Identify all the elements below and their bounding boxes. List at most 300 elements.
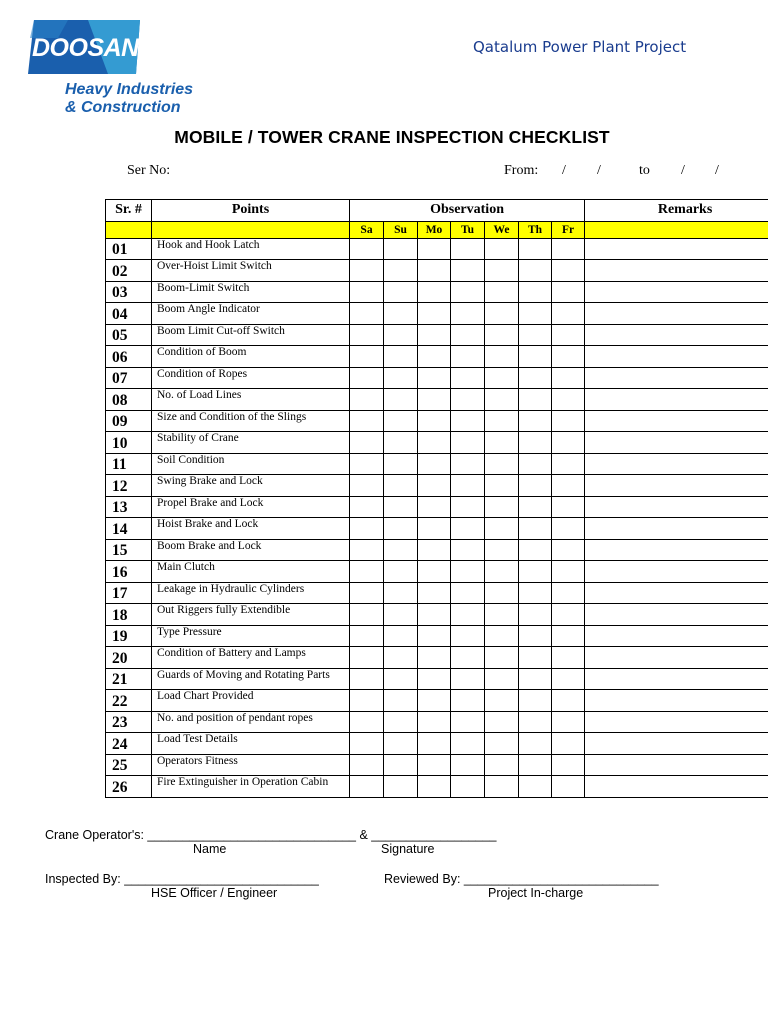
row-number: 18 [106, 604, 152, 626]
inspection-point: Main Clutch [152, 561, 350, 583]
observation-cell[interactable] [418, 389, 451, 411]
observation-cell[interactable] [418, 496, 451, 518]
observation-cell[interactable] [552, 496, 585, 518]
observation-cell[interactable] [451, 303, 485, 325]
observation-cell[interactable] [350, 453, 384, 475]
observation-cell[interactable] [485, 604, 519, 626]
observation-cell[interactable] [519, 647, 552, 669]
observation-cell[interactable] [384, 432, 418, 454]
observation-cell[interactable] [350, 475, 384, 497]
hse-officer-label: HSE Officer / Engineer [151, 886, 278, 900]
observation-cell[interactable] [519, 690, 552, 712]
observation-cell[interactable] [418, 324, 451, 346]
remarks-cell[interactable] [585, 733, 768, 755]
remarks-cell[interactable] [585, 281, 768, 303]
observation-cell[interactable] [418, 475, 451, 497]
observation-cell[interactable] [519, 496, 552, 518]
observation-cell[interactable] [552, 389, 585, 411]
observation-cell[interactable] [519, 238, 552, 260]
day-header: Tu [451, 221, 485, 238]
observation-cell[interactable] [451, 346, 485, 368]
observation-cell[interactable] [519, 324, 552, 346]
inspection-point: Leakage in Hydraulic Cylinders [152, 582, 350, 604]
observation-cell[interactable] [519, 410, 552, 432]
logo-wordmark: DOOSAN [32, 34, 139, 62]
observation-cell[interactable] [552, 561, 585, 583]
company-name-line2: & Construction [65, 99, 181, 116]
row-number: 06 [106, 346, 152, 368]
observation-cell[interactable] [519, 303, 552, 325]
observation-cell[interactable] [451, 668, 485, 690]
row-number: 26 [106, 776, 152, 798]
observation-cell[interactable] [485, 496, 519, 518]
observation-cell[interactable] [552, 432, 585, 454]
observation-cell[interactable] [552, 260, 585, 282]
observation-cell[interactable] [485, 561, 519, 583]
inspection-point: No. and position of pendant ropes [152, 711, 350, 733]
observation-cell[interactable] [384, 711, 418, 733]
remarks-cell[interactable] [585, 754, 768, 776]
remarks-cell[interactable] [585, 561, 768, 583]
remarks-cell[interactable] [585, 647, 768, 669]
remarks-cell[interactable] [585, 238, 768, 260]
observation-cell[interactable] [350, 604, 384, 626]
observation-cell[interactable] [519, 625, 552, 647]
observation-cell[interactable] [451, 281, 485, 303]
observation-cell[interactable] [418, 754, 451, 776]
observation-cell[interactable] [519, 776, 552, 798]
table-row [106, 539, 768, 561]
observation-cell[interactable] [384, 389, 418, 411]
observation-cell[interactable] [451, 367, 485, 389]
date-separator: / [597, 163, 601, 178]
observation-cell[interactable] [384, 281, 418, 303]
observation-cell[interactable] [384, 238, 418, 260]
remarks-cell[interactable] [585, 303, 768, 325]
remarks-cell[interactable] [585, 668, 768, 690]
observation-cell[interactable] [418, 238, 451, 260]
remarks-cell[interactable] [585, 518, 768, 540]
remarks-cell[interactable] [585, 711, 768, 733]
observation-cell[interactable] [384, 518, 418, 540]
company-name-line1: Heavy Industries [65, 81, 194, 98]
inspection-point: Out Riggers fully Extendible [152, 604, 350, 626]
observation-cell[interactable] [552, 410, 585, 432]
observation-cell[interactable] [418, 647, 451, 669]
inspected-by-line: Inspected By: ____________________________ [45, 872, 319, 886]
row-number: 16 [106, 561, 152, 583]
observation-cell[interactable] [384, 346, 418, 368]
observation-cell[interactable] [552, 281, 585, 303]
row-number: 14 [106, 518, 152, 540]
observation-cell[interactable] [485, 410, 519, 432]
remarks-cell[interactable] [585, 496, 768, 518]
table-row [106, 238, 768, 260]
observation-cell[interactable] [418, 625, 451, 647]
observation-cell[interactable] [350, 324, 384, 346]
remarks-cell[interactable] [585, 582, 768, 604]
observation-cell[interactable] [384, 733, 418, 755]
company-logo [28, 18, 208, 118]
observation-cell[interactable] [451, 754, 485, 776]
observation-cell[interactable] [552, 518, 585, 540]
reviewed-by-line: Reviewed By: ____________________________ [384, 872, 659, 886]
observation-cell[interactable] [384, 561, 418, 583]
observation-cell[interactable] [384, 539, 418, 561]
row-number: 22 [106, 690, 152, 712]
observation-cell[interactable] [519, 518, 552, 540]
observation-cell[interactable] [485, 582, 519, 604]
observation-cell[interactable] [350, 539, 384, 561]
observation-cell[interactable] [350, 776, 384, 798]
date-separator: / [562, 163, 566, 178]
observation-cell[interactable] [519, 561, 552, 583]
points-header: Points [152, 200, 350, 222]
observation-cell[interactable] [418, 346, 451, 368]
remarks-cell[interactable] [585, 690, 768, 712]
observation-cell[interactable] [519, 604, 552, 626]
remarks-cell[interactable] [585, 453, 768, 475]
observation-cell[interactable] [552, 303, 585, 325]
remarks-cell[interactable] [585, 367, 768, 389]
observation-header: Observation [350, 200, 585, 222]
observation-cell[interactable] [552, 776, 585, 798]
observation-cell[interactable] [418, 604, 451, 626]
table-row [106, 776, 768, 798]
observation-cell[interactable] [350, 367, 384, 389]
observation-cell[interactable] [485, 733, 519, 755]
observation-cell[interactable] [451, 389, 485, 411]
observation-cell[interactable] [418, 561, 451, 583]
day-header: Th [519, 221, 552, 238]
observation-cell[interactable] [552, 324, 585, 346]
table-row [106, 281, 768, 303]
observation-cell[interactable] [485, 432, 519, 454]
observation-cell[interactable] [418, 733, 451, 755]
observation-cell[interactable] [451, 711, 485, 733]
observation-cell[interactable] [418, 582, 451, 604]
table-row [106, 475, 768, 497]
observation-cell[interactable] [350, 238, 384, 260]
observation-cell[interactable] [552, 367, 585, 389]
observation-cell[interactable] [384, 668, 418, 690]
observation-cell[interactable] [350, 690, 384, 712]
observation-cell[interactable] [519, 668, 552, 690]
inspection-point: Operators Fitness [152, 754, 350, 776]
remarks-cell[interactable] [585, 324, 768, 346]
observation-cell[interactable] [418, 281, 451, 303]
day-header: Su [384, 221, 418, 238]
day-header: Sa [350, 221, 384, 238]
row-number: 10 [106, 432, 152, 454]
inspection-point: Guards of Moving and Rotating Parts [152, 668, 350, 690]
date-separator: / [681, 163, 685, 178]
observation-cell[interactable] [485, 475, 519, 497]
table-row [106, 389, 768, 411]
ser-no-label: Ser No: [127, 163, 171, 178]
table-row [106, 582, 768, 604]
observation-cell[interactable] [418, 410, 451, 432]
observation-cell[interactable] [418, 367, 451, 389]
observation-cell[interactable] [519, 432, 552, 454]
observation-cell[interactable] [418, 711, 451, 733]
observation-cell[interactable] [552, 346, 585, 368]
observation-cell[interactable] [451, 475, 485, 497]
table-row [106, 496, 768, 518]
observation-cell[interactable] [350, 711, 384, 733]
inspection-point: Hook and Hook Latch [152, 238, 350, 260]
table-row [106, 754, 768, 776]
inspection-point: Propel Brake and Lock [152, 496, 350, 518]
observation-cell[interactable] [384, 324, 418, 346]
remarks-header: Remarks [585, 200, 768, 222]
to-label: to [639, 163, 650, 178]
observation-cell[interactable] [519, 475, 552, 497]
observation-cell[interactable] [384, 582, 418, 604]
observation-cell[interactable] [485, 367, 519, 389]
observation-cell[interactable] [485, 346, 519, 368]
inspection-point: Swing Brake and Lock [152, 475, 350, 497]
observation-cell[interactable] [350, 281, 384, 303]
observation-cell[interactable] [552, 711, 585, 733]
row-number: 20 [106, 647, 152, 669]
observation-cell[interactable] [485, 389, 519, 411]
observation-cell[interactable] [485, 690, 519, 712]
observation-cell[interactable] [485, 754, 519, 776]
observation-cell[interactable] [384, 496, 418, 518]
row-number: 15 [106, 539, 152, 561]
observation-cell[interactable] [485, 260, 519, 282]
remarks-cell[interactable] [585, 625, 768, 647]
observation-cell[interactable] [384, 604, 418, 626]
row-number: 11 [106, 453, 152, 475]
row-number: 01 [106, 238, 152, 260]
observation-cell[interactable] [519, 711, 552, 733]
remarks-cell[interactable] [585, 260, 768, 282]
observation-cell[interactable] [384, 260, 418, 282]
observation-cell[interactable] [384, 453, 418, 475]
observation-cell[interactable] [350, 518, 384, 540]
observation-cell[interactable] [519, 346, 552, 368]
observation-cell[interactable] [485, 668, 519, 690]
observation-cell[interactable] [485, 776, 519, 798]
remarks-cell[interactable] [585, 539, 768, 561]
observation-cell[interactable] [418, 690, 451, 712]
observation-cell[interactable] [350, 647, 384, 669]
observation-cell[interactable] [451, 776, 485, 798]
observation-cell[interactable] [519, 582, 552, 604]
observation-cell[interactable] [519, 260, 552, 282]
observation-cell[interactable] [552, 754, 585, 776]
inspection-point: Condition of Boom [152, 346, 350, 368]
observation-cell[interactable] [384, 625, 418, 647]
remarks-cell[interactable] [585, 346, 768, 368]
row-number: 17 [106, 582, 152, 604]
observation-cell[interactable] [451, 690, 485, 712]
inspection-point: Over-Hoist Limit Switch [152, 260, 350, 282]
sr-header: Sr. # [106, 200, 152, 222]
from-label: From: [504, 163, 539, 178]
observation-cell[interactable] [552, 453, 585, 475]
inspection-point: Boom Angle Indicator [152, 303, 350, 325]
table-row [106, 668, 768, 690]
observation-cell[interactable] [552, 690, 585, 712]
observation-cell[interactable] [519, 281, 552, 303]
observation-cell[interactable] [384, 647, 418, 669]
table-row [106, 303, 768, 325]
observation-cell[interactable] [485, 238, 519, 260]
observation-cell[interactable] [350, 496, 384, 518]
observation-cell[interactable] [350, 432, 384, 454]
table-row [106, 410, 768, 432]
observation-cell[interactable] [418, 453, 451, 475]
observation-cell[interactable] [552, 647, 585, 669]
page-title: MOBILE / TOWER CRANE INSPECTION CHECKLIST [174, 127, 610, 147]
observation-cell[interactable] [552, 625, 585, 647]
observation-cell[interactable] [451, 324, 485, 346]
row-number: 05 [106, 324, 152, 346]
observation-cell[interactable] [451, 604, 485, 626]
day-row [106, 221, 768, 238]
remarks-cell[interactable] [585, 776, 768, 798]
observation-cell[interactable] [418, 539, 451, 561]
observation-cell[interactable] [451, 518, 485, 540]
observation-cell[interactable] [418, 432, 451, 454]
row-number: 08 [106, 389, 152, 411]
table-row [106, 711, 768, 733]
observation-cell[interactable] [451, 496, 485, 518]
observation-cell[interactable] [451, 539, 485, 561]
project-incharge-label: Project In-charge [488, 886, 584, 900]
observation-cell[interactable] [384, 303, 418, 325]
inspection-point: Boom Limit Cut-off Switch [152, 324, 350, 346]
row-number: 04 [106, 303, 152, 325]
table-row [106, 604, 768, 626]
table-row [106, 324, 768, 346]
observation-cell[interactable] [384, 776, 418, 798]
table-row [106, 367, 768, 389]
observation-cell[interactable] [485, 281, 519, 303]
table-row [106, 260, 768, 282]
inspection-point: Type Pressure [152, 625, 350, 647]
name-label: Name [193, 842, 227, 856]
observation-cell[interactable] [519, 389, 552, 411]
observation-cell[interactable] [350, 346, 384, 368]
row-number: 07 [106, 367, 152, 389]
observation-cell[interactable] [451, 647, 485, 669]
observation-cell[interactable] [384, 475, 418, 497]
table-row [106, 625, 768, 647]
inspection-point: Size and Condition of the Slings [152, 410, 350, 432]
date-separator: / [715, 163, 719, 178]
observation-cell[interactable] [552, 604, 585, 626]
observation-cell[interactable] [418, 518, 451, 540]
observation-cell[interactable] [350, 561, 384, 583]
observation-cell[interactable] [485, 324, 519, 346]
observation-cell[interactable] [552, 668, 585, 690]
remarks-cell[interactable] [585, 432, 768, 454]
observation-cell[interactable] [552, 238, 585, 260]
inspection-point: Fire Extinguisher in Operation Cabin [152, 776, 350, 798]
observation-cell[interactable] [350, 733, 384, 755]
observation-cell[interactable] [418, 260, 451, 282]
table-row [106, 453, 768, 475]
observation-cell[interactable] [350, 582, 384, 604]
observation-cell[interactable] [552, 539, 585, 561]
inspection-point: Stability of Crane [152, 432, 350, 454]
observation-cell[interactable] [451, 733, 485, 755]
inspection-point: Soil Condition [152, 453, 350, 475]
observation-cell[interactable] [552, 475, 585, 497]
observation-cell[interactable] [519, 539, 552, 561]
table-row [106, 690, 768, 712]
observation-cell[interactable] [485, 711, 519, 733]
observation-cell[interactable] [519, 453, 552, 475]
remarks-cell[interactable] [585, 604, 768, 626]
observation-cell[interactable] [552, 582, 585, 604]
observation-cell[interactable] [384, 367, 418, 389]
inspection-table [105, 199, 768, 798]
table-row [106, 432, 768, 454]
observation-cell[interactable] [350, 668, 384, 690]
observation-cell[interactable] [350, 389, 384, 411]
observation-cell[interactable] [384, 690, 418, 712]
inspection-point: Load Chart Provided [152, 690, 350, 712]
day-header: Mo [418, 221, 451, 238]
observation-cell[interactable] [451, 432, 485, 454]
observation-cell[interactable] [384, 754, 418, 776]
observation-cell[interactable] [350, 410, 384, 432]
observation-cell[interactable] [451, 582, 485, 604]
observation-cell[interactable] [384, 410, 418, 432]
observation-cell[interactable] [519, 754, 552, 776]
remarks-cell[interactable] [585, 389, 768, 411]
observation-cell[interactable] [485, 625, 519, 647]
inspection-point: No. of Load Lines [152, 389, 350, 411]
observation-cell[interactable] [451, 238, 485, 260]
observation-cell[interactable] [485, 453, 519, 475]
observation-cell[interactable] [350, 303, 384, 325]
remarks-cell[interactable] [585, 475, 768, 497]
row-number: 13 [106, 496, 152, 518]
observation-cell[interactable] [451, 561, 485, 583]
observation-cell[interactable] [451, 410, 485, 432]
observation-cell[interactable] [451, 260, 485, 282]
observation-cell[interactable] [418, 668, 451, 690]
observation-cell[interactable] [350, 625, 384, 647]
row-number: 19 [106, 625, 152, 647]
remarks-cell[interactable] [585, 410, 768, 432]
observation-cell[interactable] [485, 539, 519, 561]
observation-cell[interactable] [418, 303, 451, 325]
table-row [106, 346, 768, 368]
observation-cell[interactable] [350, 260, 384, 282]
observation-cell[interactable] [519, 367, 552, 389]
observation-cell[interactable] [485, 303, 519, 325]
observation-cell[interactable] [552, 733, 585, 755]
inspection-point: Load Test Details [152, 733, 350, 755]
observation-cell[interactable] [451, 453, 485, 475]
observation-cell[interactable] [485, 647, 519, 669]
observation-cell[interactable] [451, 625, 485, 647]
observation-cell[interactable] [350, 754, 384, 776]
row-number: 21 [106, 668, 152, 690]
day-header: We [485, 221, 519, 238]
observation-cell[interactable] [519, 733, 552, 755]
observation-cell[interactable] [418, 776, 451, 798]
inspection-point: Hoist Brake and Lock [152, 518, 350, 540]
observation-cell[interactable] [485, 518, 519, 540]
